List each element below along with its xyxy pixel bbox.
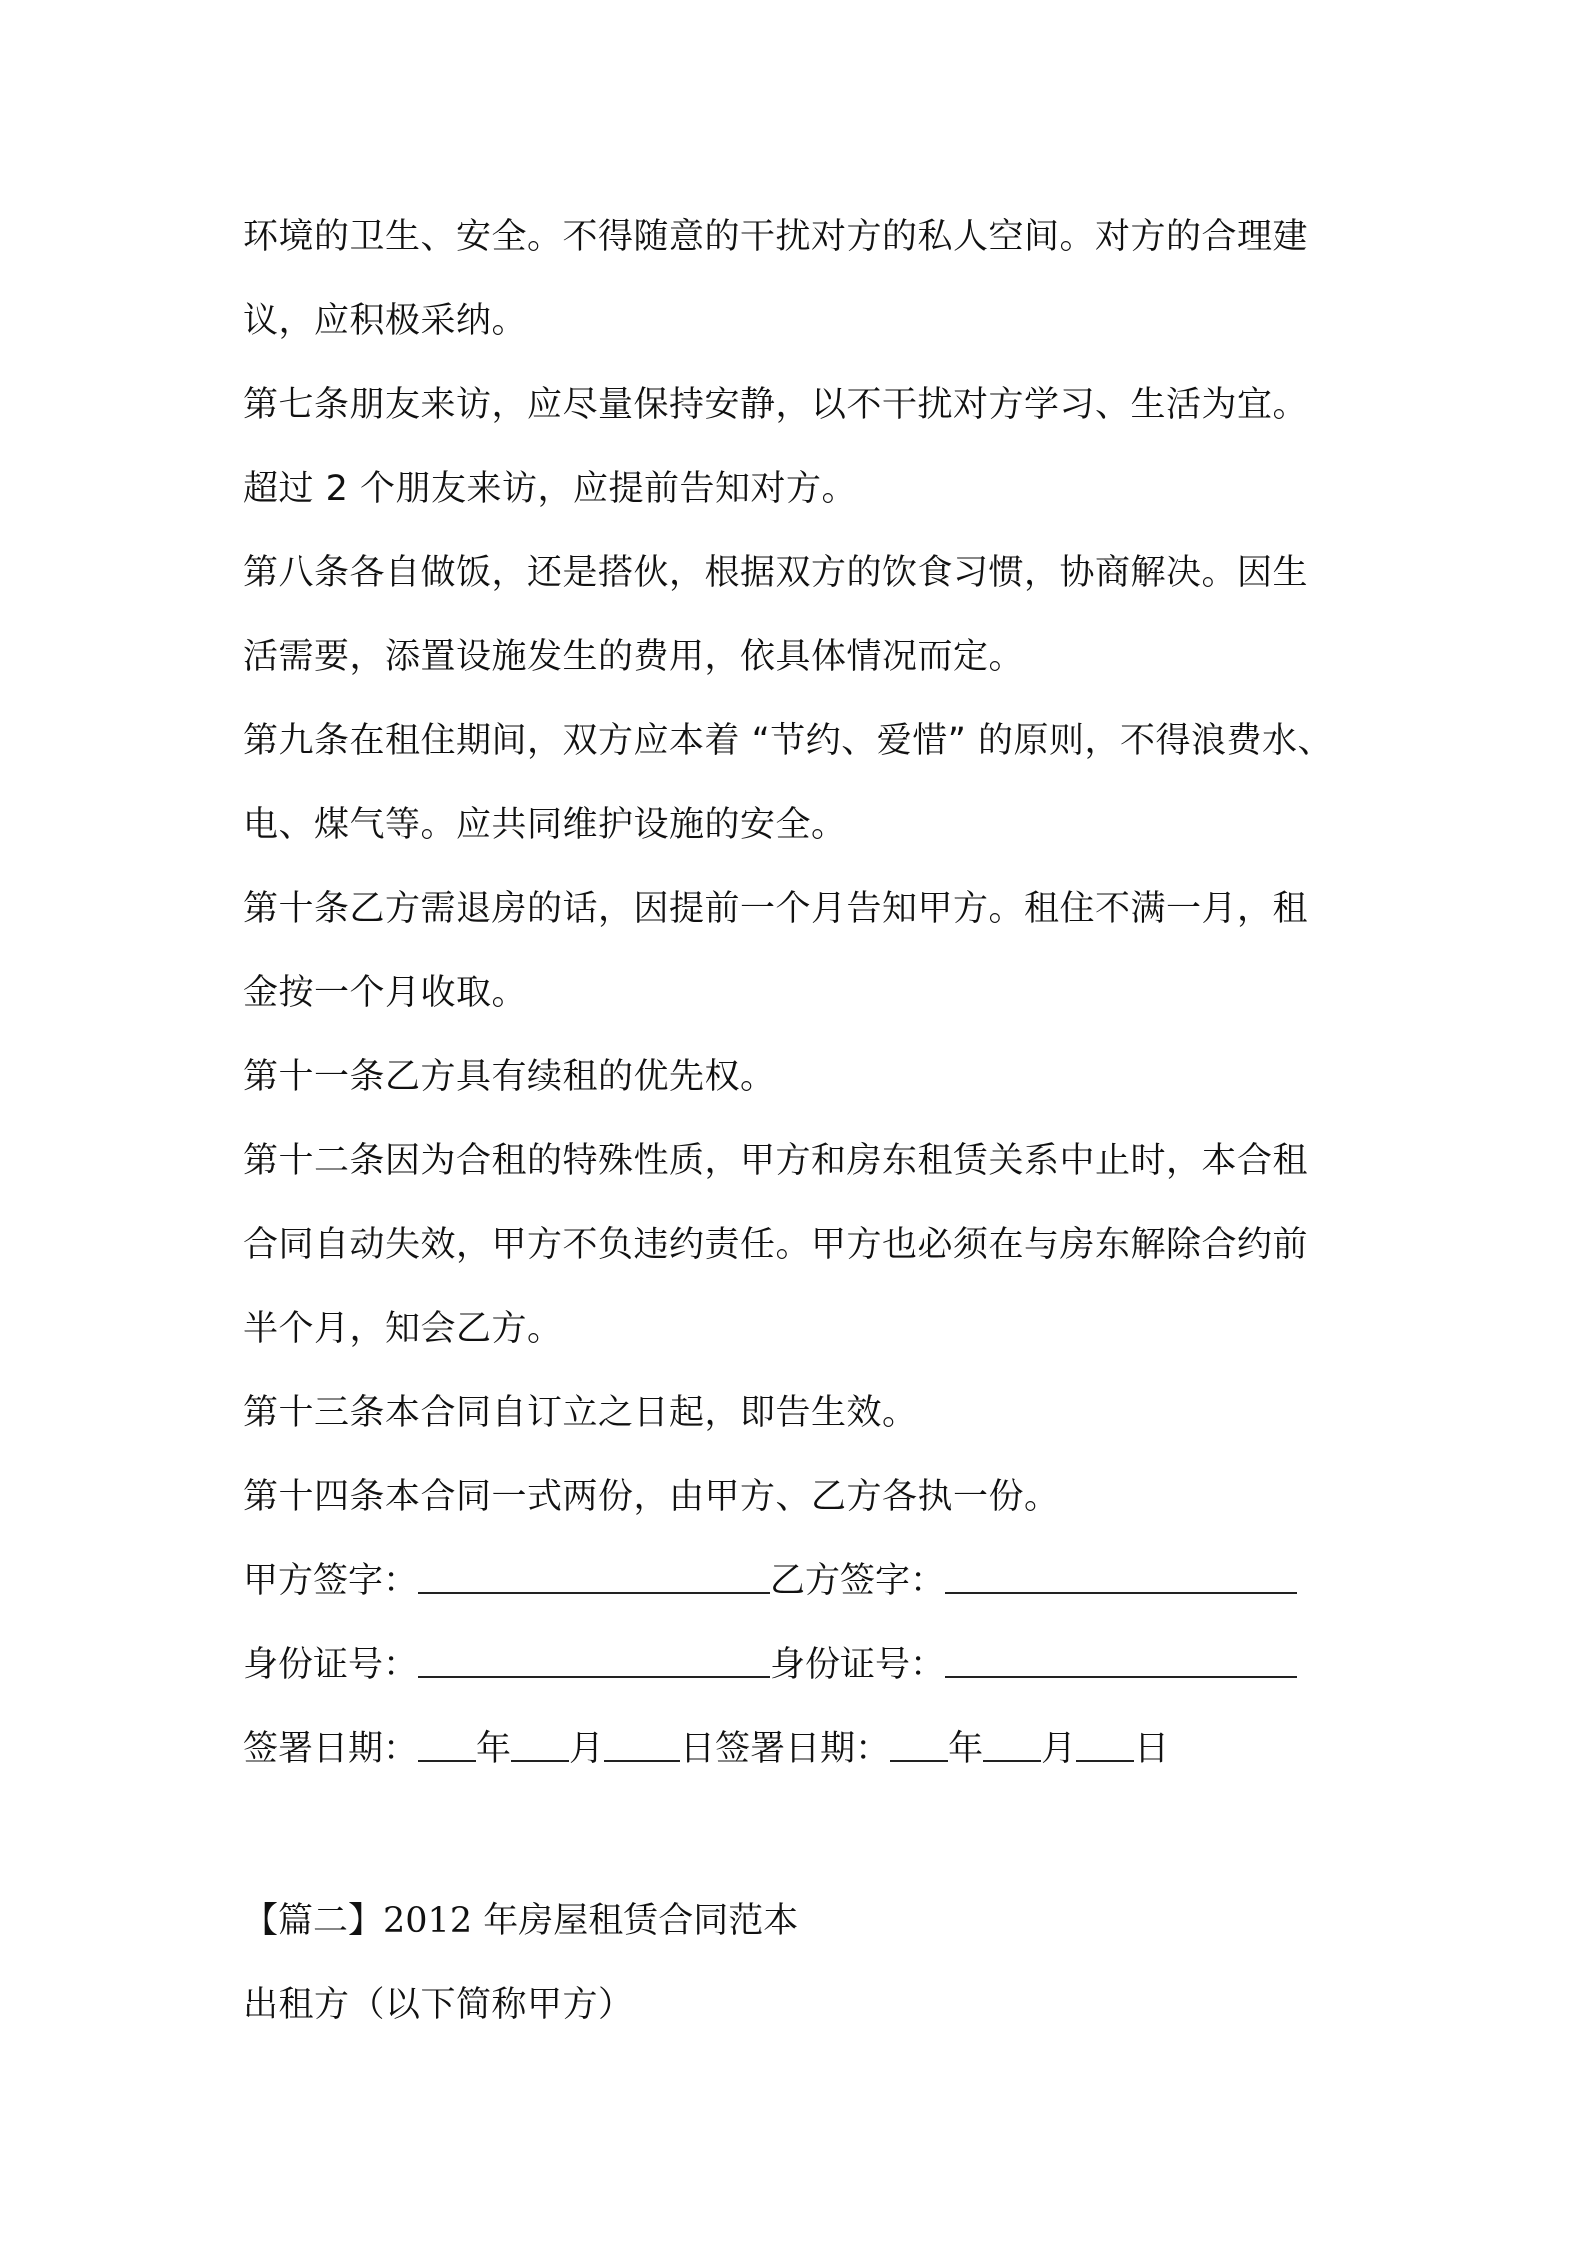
party-b-sign-blank[interactable] [945, 1562, 1297, 1594]
party-b-id-blank[interactable] [945, 1646, 1297, 1678]
section-2-title [243, 1879, 1363, 1963]
article-8: 第八条各自做饭，还是搭伙，根据双方的饮食习惯，协商解决。因生 [243, 553, 1309, 593]
day-blank-b[interactable] [1076, 1730, 1134, 1762]
paragraph-line: 超过 2 个朋友来访，应提前告知对方。 [243, 469, 858, 509]
signing-date-row [243, 1707, 1363, 1791]
month-label: 月 [1041, 1729, 1077, 1769]
id-number-row [243, 1623, 1363, 1707]
section-2-year: 2012 [383, 1901, 473, 1941]
paragraph-line: 电、煤气等。应共同维护设施的安全。 [243, 805, 847, 845]
month-blank-b[interactable] [983, 1730, 1041, 1762]
year-blank-a[interactable] [418, 1730, 476, 1762]
section-2-title-text: 年房屋租赁合同范本 [472, 1901, 799, 1941]
lessor-line: 出租方（以下简称甲方） [243, 1985, 634, 2025]
year-label: 年 [948, 1729, 984, 1769]
article-13: 第十三条本合同自订立之日起，即告生效。 [243, 1393, 918, 1433]
month-label: 月 [569, 1729, 605, 1769]
document-content [243, 195, 1363, 2047]
year-blank-b[interactable] [890, 1730, 948, 1762]
day-blank-a[interactable] [604, 1730, 680, 1762]
date-label-a: 签署日期： [243, 1729, 419, 1769]
paragraph-line: 合同自动失效，甲方不负违约责任。甲方也必须在与房东解除合约前 [243, 1225, 1309, 1265]
year-label: 年 [476, 1729, 512, 1769]
article-9: 第九条在租住期间，双方应本着 “节约、爱惜” 的原则，不得浪费水、 [243, 721, 1334, 761]
party-a-sign-label: 甲方签字： [243, 1561, 419, 1601]
article-11: 第十一条乙方具有续租的优先权。 [243, 1057, 776, 1097]
signature-row [243, 1539, 1363, 1623]
article-14: 第十四条本合同一式两份，由甲方、乙方各执一份。 [243, 1477, 1060, 1517]
party-a-sign-blank[interactable] [418, 1562, 770, 1594]
paragraph-line: 半个月，知会乙方。 [243, 1309, 563, 1349]
section-gap [243, 1791, 1363, 1879]
day-label: 日 [680, 1729, 716, 1769]
article-10: 第十条乙方需退房的话，因提前一个月告知甲方。租住不满一月，租 [243, 889, 1309, 929]
paragraph-line: 环境的卫生、安全。不得随意的干扰对方的私人空间。对方的合理建 [243, 217, 1309, 257]
party-a-id-label: 身份证号： [243, 1645, 419, 1685]
party-a-id-blank[interactable] [418, 1646, 770, 1678]
party-b-sign-label: 乙方签字： [770, 1561, 946, 1601]
paragraph-line: 金按一个月收取。 [243, 973, 528, 1013]
month-blank-a[interactable] [511, 1730, 569, 1762]
party-b-id-label: 身份证号： [770, 1645, 946, 1685]
date-label-b: 签署日期： [715, 1729, 891, 1769]
paragraph-line: 议，应积极采纳。 [243, 301, 528, 341]
day-label: 日 [1134, 1729, 1170, 1769]
section-2-bracket: 【篇二】 [243, 1901, 384, 1941]
article-12: 第十二条因为合租的特殊性质，甲方和房东租赁关系中止时，本合租 [243, 1141, 1309, 1181]
article-7: 第七条朋友来访，应尽量保持安静，以不干扰对方学习、生活为宜。 [243, 385, 1309, 425]
paragraph-line: 活需要，添置设施发生的费用，依具体情况而定。 [243, 637, 1025, 677]
